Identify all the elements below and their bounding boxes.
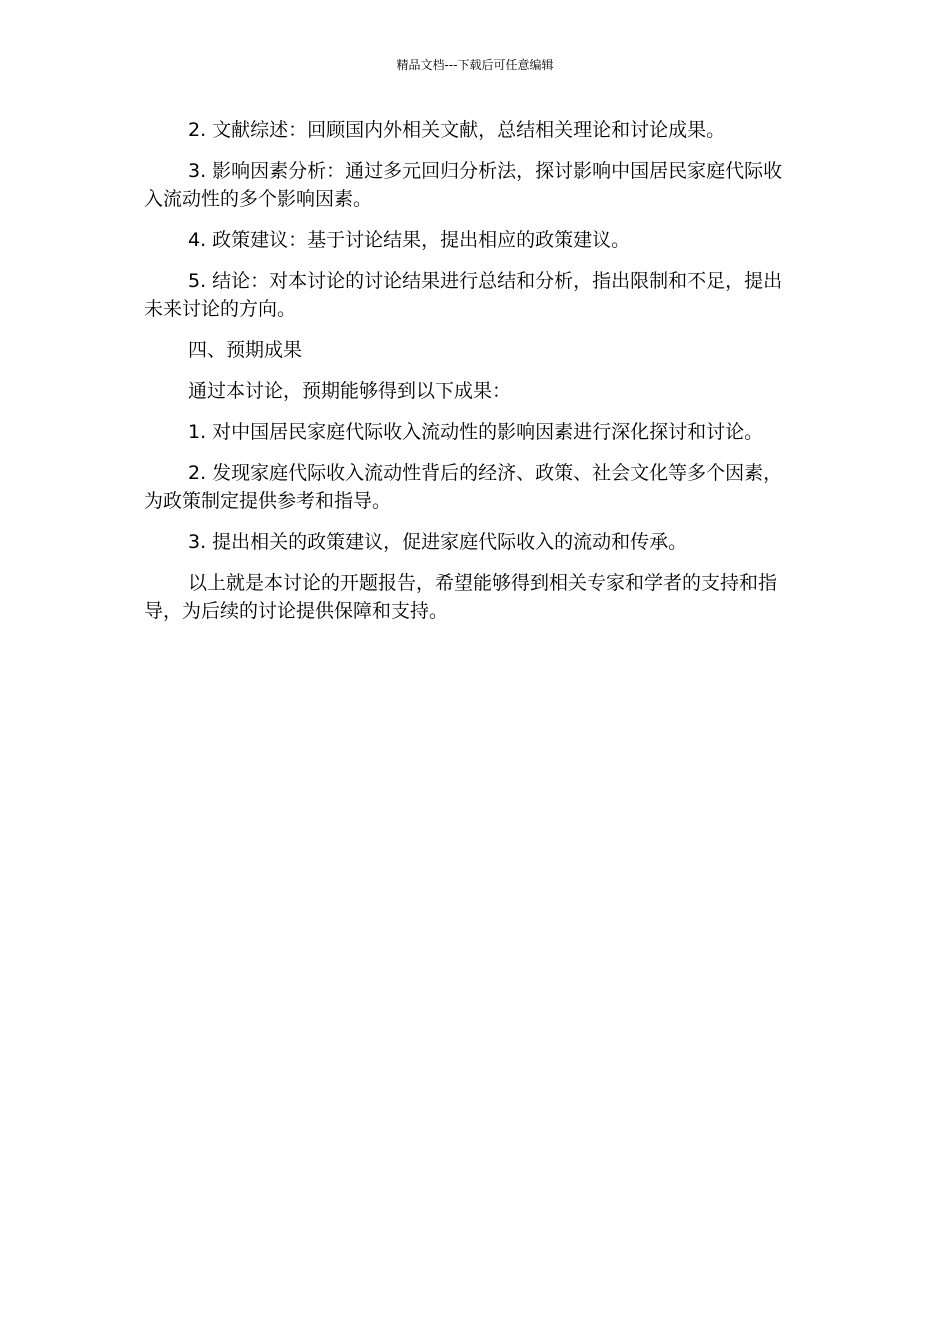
paragraph-results-intro: 通过本讨论，预期能够得到以下成果：: [188, 380, 512, 402]
paragraph-result-3: 3. 提出相关的政策建议，促进家庭代际收入的流动和传承。: [188, 531, 688, 553]
paragraph-factor-analysis: 3. 影响因素分析：通过多元回归分析法，探讨影响中国居民家庭代际收入流动性的多个影响因素。: [144, 160, 783, 210]
section-heading-expected-results: 四、预期成果: [188, 339, 303, 361]
paragraph-conclusion: 5. 结论：对本讨论的讨论结果进行总结和分析，指出限制和不足，提出未来讨论的方向。: [144, 270, 783, 320]
paragraph-policy-suggestions: 4. 政策建议：基于讨论结果，提出相应的政策建议。: [188, 229, 631, 251]
page-header: 精品文档---下载后可任意编辑: [396, 58, 554, 72]
paragraph-closing: 以上就是本讨论的开题报告，希望能够得到相关专家和学者的支持和指导，为后续的讨论提供保障和支持。: [144, 572, 778, 622]
document-body: [144, 116, 800, 638]
paragraph-result-2: 2. 发现家庭代际收入流动性背后的经济、政策、社会文化等多个因素，为政策制定提供参考和指导。: [144, 462, 783, 512]
paragraph-result-1: 1. 对中国居民家庭代际收入流动性的影响因素进行深化探讨和讨论。: [188, 421, 764, 443]
paragraph-literature-review: 2. 文献综述：回顾国内外相关文献，总结相关理论和讨论成果。: [188, 119, 726, 141]
